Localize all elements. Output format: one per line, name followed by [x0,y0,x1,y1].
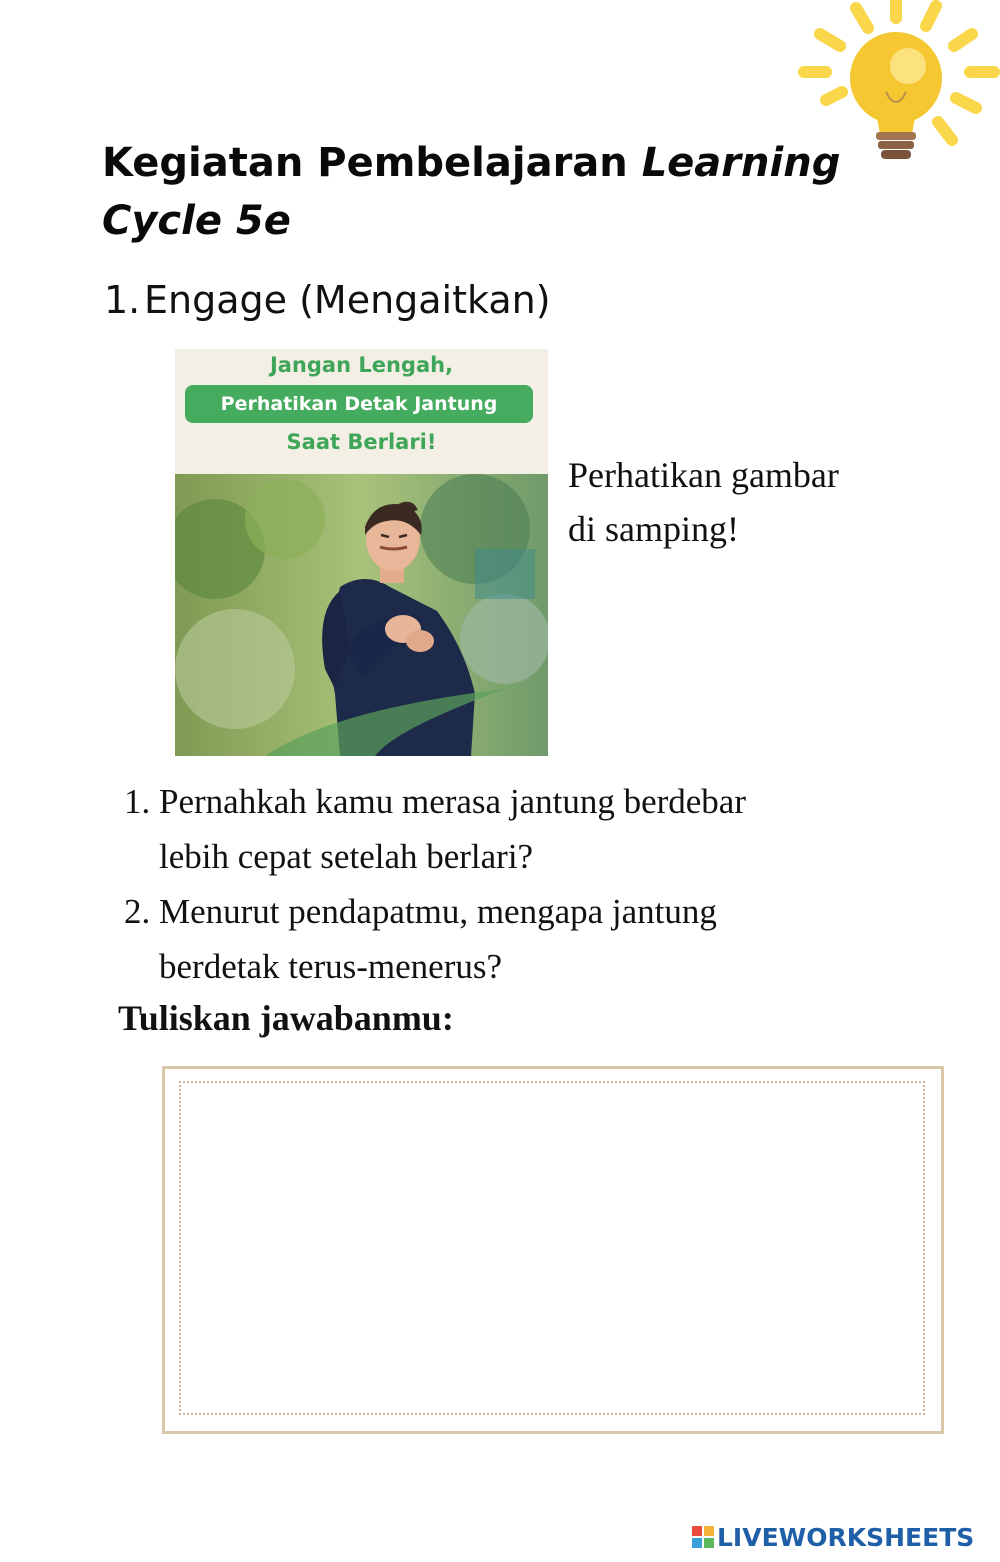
question-number: 2. [124,892,151,931]
title-plain: Kegiatan Pembelajaran [102,140,642,186]
instruction-text [568,448,888,556]
question-item [124,774,844,884]
liveworksheets-logo-icon [692,1526,714,1548]
section-number: 1. [104,278,141,322]
instruction-line-2: di samping! [568,509,739,549]
question-text-line: Menurut pendapatmu, mengapa jantung [159,892,717,931]
section-heading [104,274,551,326]
question-text-line: Pernahkah kamu merasa jantung berdebar [159,782,746,821]
answer-label: Tuliskan jawabanmu: [118,998,454,1038]
question-number: 1. [124,782,151,821]
section-label: Engage (Mengaitkan) [144,278,551,322]
page-title [102,134,862,250]
question-item [124,884,844,994]
brand-name: LIVEWORKSHEETS [717,1522,975,1552]
instruction-line-1: Perhatikan gambar [568,455,839,495]
answer-box [162,1066,944,1434]
liveworksheets-brand[interactable] [692,1520,974,1554]
poster-subline: Saat Berlari! [286,430,437,454]
question-list [124,774,844,994]
question-text-line: berdetak terus-menerus? [159,947,503,986]
running-heart-poster [175,349,548,756]
poster-banner: Perhatikan Detak Jantung [185,385,533,423]
question-text-line: lebih cepat setelah berlari? [159,837,534,876]
answer-textarea[interactable] [179,1081,925,1415]
poster-headline: Jangan Lengah, [269,353,454,377]
title-italic: Learning Cycle 5e [102,140,841,244]
